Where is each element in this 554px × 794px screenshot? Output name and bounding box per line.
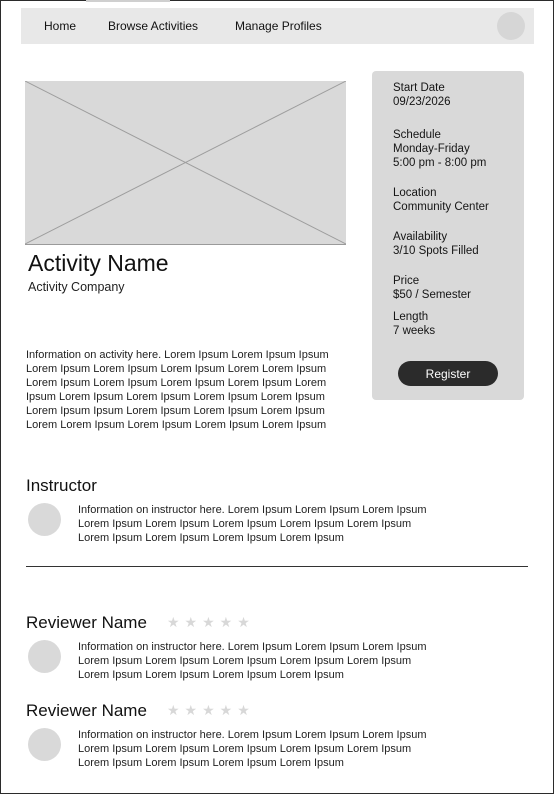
- price-label: Price: [393, 275, 420, 287]
- review-1-reviewer-name: Reviewer Name: [26, 613, 147, 632]
- activity-details-panel: [372, 71, 524, 400]
- price-field: [393, 274, 471, 302]
- review-1-text: Information on instructor here. Lorem Ipsum Lorem Ipsum Lorem Ipsum Lorem Ipsum Lorem Ipsum Lorem Ipsum Lorem Ipsum Lorem Ipsum Lorem Ipsum Lorem Ipsum Lorem Ipsum Lorem Ipsum: [78, 641, 427, 681]
- instructor-avatar: [28, 503, 61, 536]
- schedule-time: 5:00 pm - 8:00 pm: [393, 157, 487, 169]
- review-2-star-rating: ★★★★★: [167, 702, 255, 718]
- price-value: $50 / Semester: [393, 289, 471, 301]
- schedule-days: Monday-Friday: [393, 143, 470, 155]
- register-button[interactable]: Register: [398, 361, 498, 386]
- nav-manage-profiles-link[interactable]: Manage Profiles: [235, 19, 322, 33]
- location-label: Location: [393, 187, 437, 199]
- start-date-field: [393, 81, 451, 109]
- image-placeholder-icon: [25, 81, 346, 244]
- availability-value: 3/10 Spots Filled: [393, 245, 479, 257]
- nav-browse-activities-link[interactable]: Browse Activities: [108, 19, 199, 33]
- top-accent-bar: [86, 0, 170, 2]
- review-1-avatar: [28, 640, 61, 673]
- review-2-text: Information on instructor here. Lorem Ipsum Lorem Ipsum Lorem Ipsum Lorem Ipsum Lorem Ipsum Lorem Ipsum Lorem Ipsum Lorem Ipsum Lorem Ipsum Lorem Ipsum Lorem Ipsum Lorem Ipsum: [78, 729, 427, 769]
- section-divider: [26, 566, 528, 567]
- instructor-heading: Instructor: [26, 476, 97, 495]
- start-date-value: 09/23/2026: [393, 96, 451, 108]
- length-field: [393, 310, 435, 338]
- location-field: [393, 186, 489, 214]
- review-2-avatar: [28, 728, 61, 761]
- schedule-label: Schedule: [393, 129, 441, 141]
- start-date-label: Start Date: [393, 82, 445, 94]
- activity-image-placeholder: [25, 81, 346, 245]
- activity-title: Activity Name: [28, 250, 169, 276]
- profile-avatar[interactable]: [497, 12, 525, 40]
- availability-label: Availability: [393, 231, 448, 243]
- length-label: Length: [393, 311, 429, 323]
- top-nav: [21, 8, 534, 44]
- review-1-star-rating: ★★★★★: [167, 614, 255, 630]
- schedule-field: [393, 128, 486, 170]
- nav-home-link[interactable]: Home: [44, 19, 77, 33]
- review-2-reviewer-name: Reviewer Name: [26, 701, 147, 720]
- length-value: 7 weeks: [393, 325, 436, 337]
- activity-company: Activity Company: [28, 280, 125, 294]
- instructor-bio: Information on instructor here. Lorem Ipsum Lorem Ipsum Lorem Ipsum Lorem Ipsum Lorem Ipsum Lorem Ipsum Lorem Ipsum Lorem Ipsum Lorem Ipsum Lorem Ipsum Lorem Ipsum Lorem Ipsum: [78, 504, 427, 544]
- availability-field: [393, 230, 479, 258]
- location-value: Community Center: [393, 201, 489, 213]
- activity-description: Information on activity here. Lorem Ipsum Lorem Ipsum Ipsum Lorem Ipsum Lorem Ipsum Lorem Ipsum Lorem Lorem Ipsum Lorem Ipsum Lorem Ipsum Lorem Ipsum Lorem Ipsum Lorem Ipsum Lorem Ipsum Lorem Ipsum Lorem Ipsum Lorem Ipsum Lorem Ipsum Ipsum Lorem Ipsum Lorem Ipsum Lorem Ipsum Lorem Lorem Ipsum Lorem Ipsum Lorem Ipsum Lorem Ipsum: [26, 349, 329, 431]
